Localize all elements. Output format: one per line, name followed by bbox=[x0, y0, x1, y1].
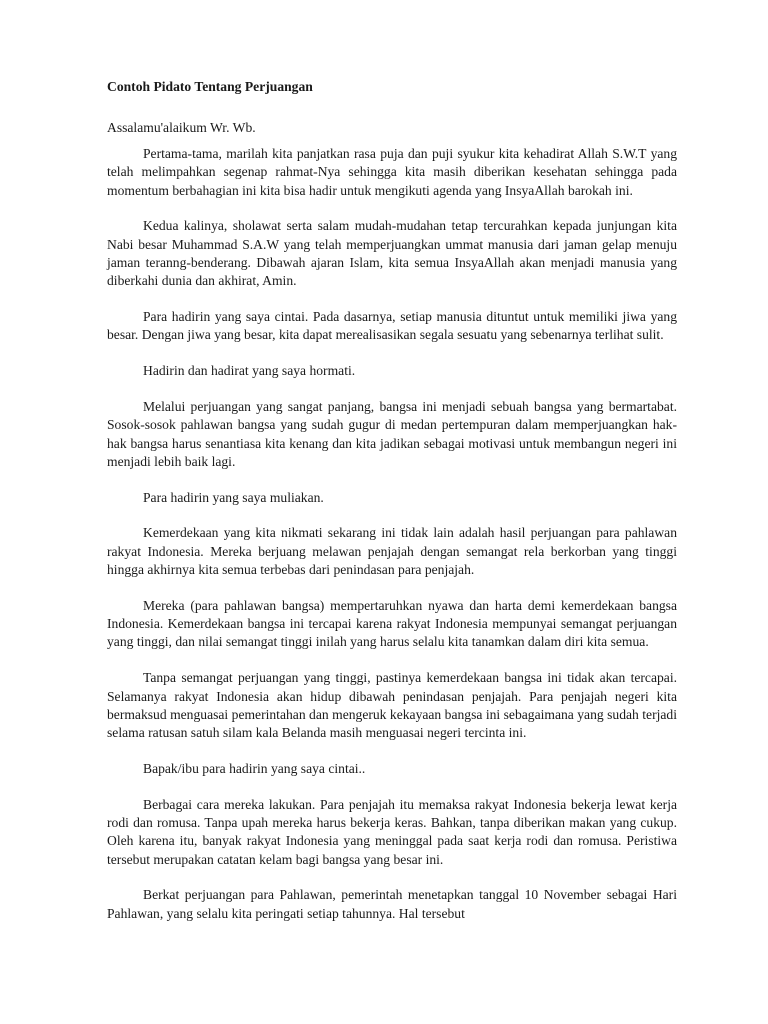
paragraph-10: Bapak/ibu para hadirin yang saya cintai.. bbox=[143, 760, 366, 776]
paragraph-6: Para hadirin yang saya muliakan. bbox=[143, 489, 324, 505]
paragraph-1: Pertama-tama, marilah kita panjatkan rasa puja dan puji syukur kita kehadirat Allah S.W.T yang telah melimpahkan segenap rahmat-Nya sehingga kita masih diberikan kesehatan sehingga pada momentum berbahagian ini kita bisa hadir untuk mengikuti agenda yang InsyaAllah barokah ini. bbox=[107, 146, 677, 198]
paragraph-12: Berkat perjuangan para Pahlawan, pemerintah menetapkan tanggal 10 November sebagai Hari Pahlawan, yang selalu kita peringati setiap tahunnya. Hal tersebut bbox=[107, 887, 677, 921]
paragraph-9: Tanpa semangat perjuangan yang tinggi, pastinya kemerdekaan bangsa ini tidak akan tercapai. Selamanya rakyat Indonesia akan hidup dibawah penindasan penjajah. Para penjajah negeri kita bermaksud menguasai pemerintahan dan mengeruk kekayaan bangsa ini sebagaimana yang sudah terjadi selama ratusan satuh silam kala Belanda masih menguasai negeri tercinta ini. bbox=[107, 670, 677, 741]
paragraph-8: Mereka (para pahlawan bangsa) mempertaruhkan nyawa dan harta demi kemerdekaan bangsa Indonesia. Kemerdekaan bangsa ini tercapai karena rakyat Indonesia mempunyai semangat perjuangan yang tinggi, dan nilai semangat tinggi inilah yang harus selalu kita tanamkan dalam diri kita semua. bbox=[107, 597, 677, 650]
paragraph-7: Kemerdekaan yang kita nikmati sekarang ini tidak lain adalah hasil perjuangan para pahlawan rakyat Indonesia. Mereka berjuang melawan penjajah dengan semangat rela berkorban yang tinggi hingga akhirnya kita semua terbebas dari penindasan para penjajah. bbox=[107, 525, 677, 578]
document-title: Contoh Pidato Tentang Perjuangan bbox=[107, 79, 313, 94]
paragraph-3: Para hadirin yang saya cintai. Pada dasarnya, setiap manusia dituntut untuk memiliki jiwa yang besar. Dengan jiwa yang besar, kita dapat merealisasikan segala sesuatu yang sebenarnya terlihat sulit. bbox=[107, 309, 677, 343]
paragraph-11: Berbagai cara mereka lakukan. Para penjajah itu memaksa rakyat Indonesia bekerja lewat kerja rodi dan romusa. Tanpa upah mereka harus bekerja keras. Bahkan, tanpa diberikan makan yang cukup. Oleh karena itu, banyak rakyat Indonesia yang meninggal pada saat kerja rodi dan romusa. Peristiwa tersebut merupakan catatan kelam bagi bangsa yang besar ini. bbox=[107, 796, 677, 867]
paragraph-2: Kedua kalinya, sholawat serta salam mudah-mudahan tetap tercurahkan kepada junjungan kita Nabi besar Muhammad S.A.W yang telah memperjuangkan ummat manusia dari jaman gelap menuju jaman teranng-benderang. Dibawah ajaran Islam, kita semua InsyaAllah akan menjadi manusia yang diberkahi dunia dan akhirat, Amin. bbox=[107, 218, 677, 289]
paragraph-4: Hadirin dan hadirat yang saya hormati. bbox=[143, 363, 356, 379]
paragraph-5: Melalui perjuangan yang sangat panjang, bangsa ini menjadi sebuah bangsa yang bermartabat. Sosok-sosok pahlawan bangsa yang sudah gugur di medan pertempuran dalam memperjuangkan hak-hak bangsa harus senantiasa kita kenang dan kita jadikan sebagai motivasi untuk membangun negeri ini menjadi lebih baik lagi. bbox=[107, 398, 677, 469]
document-page bbox=[107, 78, 677, 941]
greeting: Assalamu'alaikum Wr. Wb. bbox=[107, 120, 256, 135]
